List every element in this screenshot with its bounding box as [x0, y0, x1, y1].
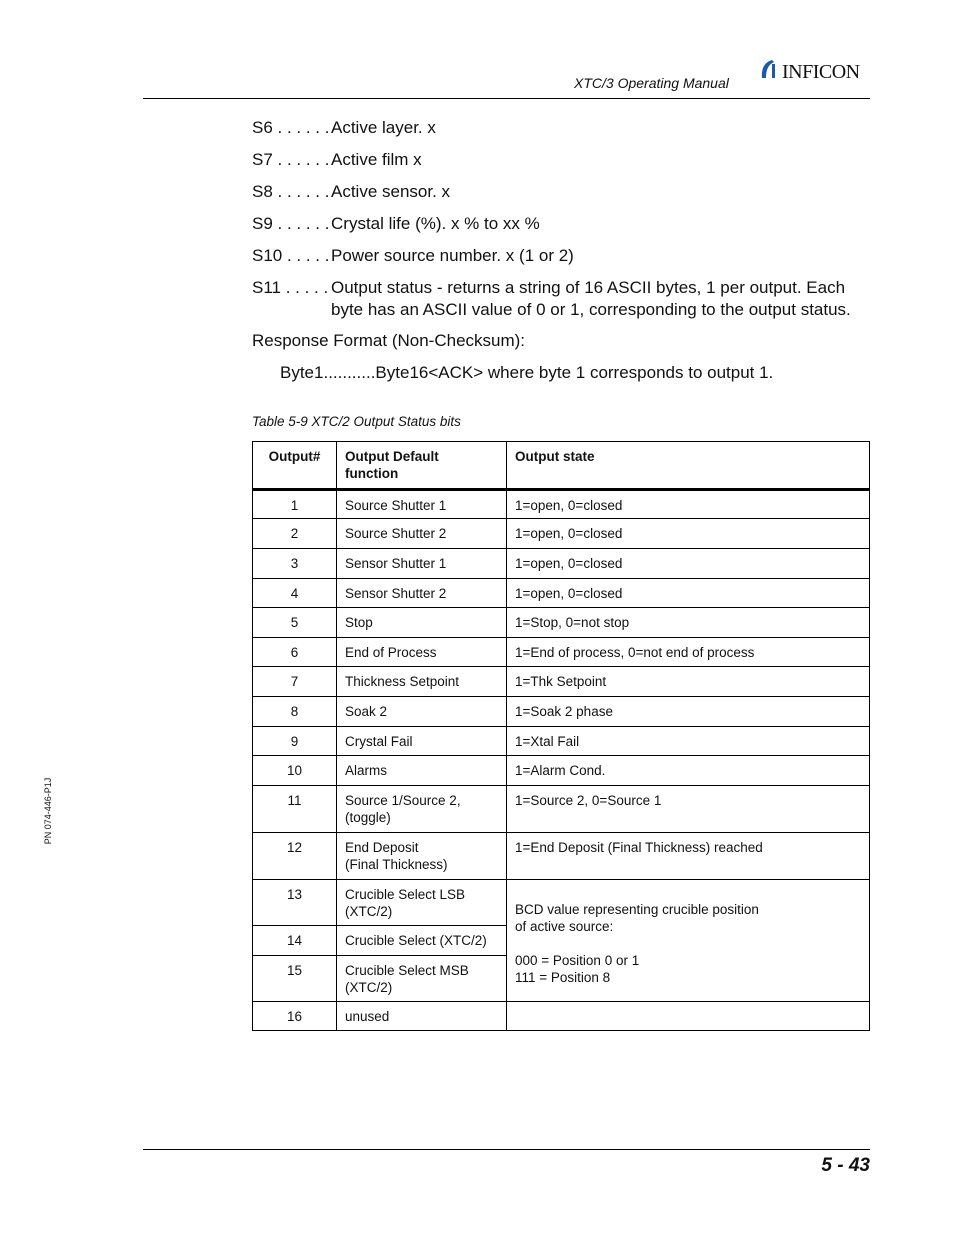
line-s10 — [252, 245, 574, 267]
logo-wordmark: INFICON — [782, 61, 860, 83]
footer-rule — [143, 1149, 870, 1150]
output-state: 1=open, 0=closed — [515, 498, 623, 513]
output-num: 16 — [286, 1009, 303, 1024]
output-num: 7 — [290, 674, 299, 689]
output-num: 8 — [290, 704, 299, 719]
output-function: End Deposit (Final Thickness) — [345, 840, 448, 872]
table-row — [253, 786, 870, 833]
table-row — [253, 579, 870, 608]
output-state — [507, 1002, 869, 1008]
output-function: Source 1/Source 2, (toggle) — [345, 793, 461, 825]
table-header-row — [253, 442, 870, 490]
table-row — [253, 608, 870, 638]
output-num: 5 — [290, 615, 299, 630]
output-state: 1=End of process, 0=not end of process — [515, 645, 755, 660]
line-s6 — [252, 117, 436, 139]
output-function: Sensor Shutter 2 — [345, 586, 447, 601]
output-state: 1=Alarm Cond. — [515, 763, 606, 778]
line-s11 — [252, 277, 846, 299]
table-row — [253, 697, 870, 727]
output-function: End of Process — [345, 645, 437, 660]
table-caption: Table 5-9 XTC/2 Output Status bits — [252, 414, 461, 429]
line-s7 — [252, 149, 422, 171]
output-state: 1=Soak 2 phase — [515, 704, 613, 719]
output-num: 6 — [290, 645, 299, 660]
table-row — [253, 638, 870, 667]
column-header: Output state — [507, 442, 870, 490]
part-number: PN 074-446-P1J — [43, 777, 53, 845]
output-state: 1=open, 0=closed — [515, 526, 623, 541]
line-code: S10 . . . . . — [252, 246, 330, 265]
output-state: 1=open, 0=closed — [515, 556, 623, 571]
line-desc: Output status - returns a string of 16 ASCII bytes, 1 per output. Each — [331, 278, 846, 297]
output-num: 13 — [286, 887, 303, 902]
output-state: 1=Xtal Fail — [515, 734, 580, 749]
inficon-logo — [758, 58, 872, 86]
output-function: Crystal Fail — [345, 734, 413, 749]
line-s8 — [252, 181, 451, 203]
line-s9 — [252, 213, 540, 235]
output-state: 1=Stop, 0=not stop — [515, 615, 630, 630]
output-status-table — [252, 441, 870, 1031]
output-num: 15 — [286, 963, 303, 978]
output-function: Source Shutter 1 — [345, 498, 447, 513]
table-row — [253, 833, 870, 880]
output-state: 1=End Deposit (Final Thickness) reached — [515, 840, 763, 855]
line-code: S8 . . . . . . — [252, 182, 330, 201]
output-function: Crucible Select LSB (XTC/2) — [345, 887, 466, 919]
output-num: 12 — [286, 840, 303, 855]
line-desc: Power source number. x (1 or 2) — [331, 246, 574, 265]
line-desc: Active sensor. x — [331, 182, 451, 201]
table-row — [253, 667, 870, 697]
response-format-label: Response Format (Non-Checksum): — [252, 331, 526, 350]
line-code: S7 . . . . . . — [252, 150, 330, 169]
output-state: 1=Thk Setpoint — [515, 674, 607, 689]
column-header: Output# — [253, 442, 337, 490]
output-num: 2 — [290, 526, 299, 541]
table-row — [253, 1002, 870, 1031]
output-function: Alarms — [345, 763, 388, 778]
column-header: Output Default function — [337, 442, 507, 490]
output-state: 1=Source 2, 0=Source 1 — [515, 793, 662, 808]
output-num: 14 — [286, 933, 303, 948]
output-function: Stop — [345, 615, 373, 630]
line-desc: Active layer. x — [331, 118, 436, 137]
output-num: 4 — [290, 586, 299, 601]
output-function: Source Shutter 2 — [345, 526, 447, 541]
line-desc: Active film x — [331, 150, 422, 169]
output-function: unused — [345, 1009, 390, 1024]
table-row — [253, 727, 870, 756]
output-num: 11 — [287, 793, 302, 808]
output-num: 9 — [290, 734, 299, 749]
line-code: S9 . . . . . . — [252, 214, 330, 233]
line-desc: Crystal life (%). x % to xx % — [331, 214, 540, 233]
table-row — [253, 490, 870, 519]
output-function: Crucible Select MSB (XTC/2) — [345, 963, 469, 995]
line-code: S6 . . . . . . — [252, 118, 330, 137]
line-s11-continued: byte has an ASCII value of 0 or 1, corresponding to the output status. — [331, 300, 851, 319]
output-function: Soak 2 — [345, 704, 388, 719]
output-num: 3 — [290, 556, 299, 571]
table-row — [253, 756, 870, 786]
table-row — [253, 519, 870, 549]
crucible-bcd-state: BCD value representing crucible position of active source: 000 = Position 0 or 1 111 = Position 8 — [515, 902, 759, 985]
table-row — [253, 880, 870, 926]
output-num: 10 — [286, 763, 303, 778]
page-number: 5 - 43 — [821, 1155, 870, 1176]
output-function: Thickness Setpoint — [345, 674, 460, 689]
line-code: S11 . . . . . — [252, 278, 329, 297]
output-function: Sensor Shutter 1 — [345, 556, 447, 571]
table-row — [253, 549, 870, 579]
header-rule — [143, 98, 870, 99]
output-function: Crucible Select (XTC/2) — [345, 933, 487, 948]
manual-title: XTC/3 Operating Manual — [574, 75, 729, 91]
inficon-logo-icon — [758, 58, 782, 84]
output-state: 1=open, 0=closed — [515, 586, 623, 601]
response-example: Byte1...........Byte16<ACK> where byte 1 corresponds to output 1. — [280, 363, 774, 382]
output-num: 1 — [290, 498, 299, 513]
